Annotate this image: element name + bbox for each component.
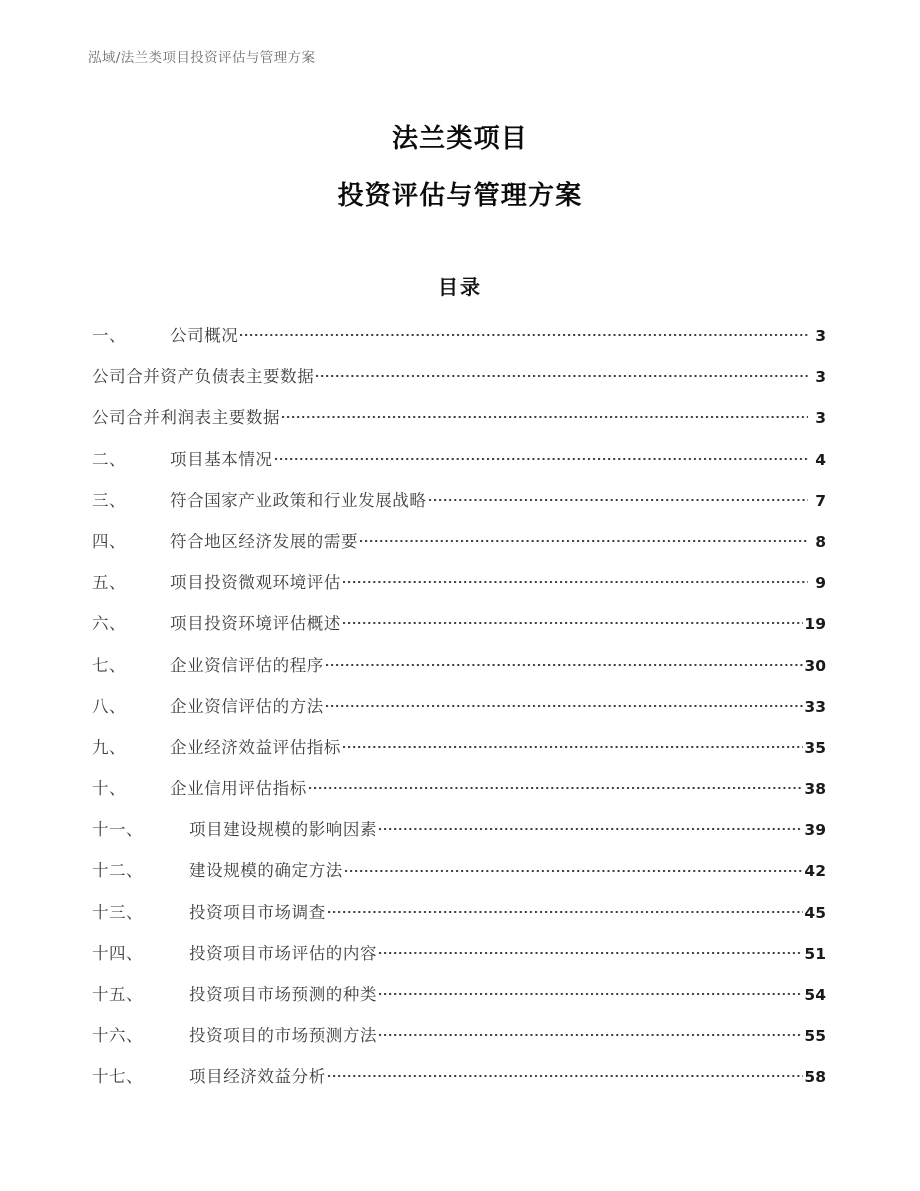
- running-header: 泓域/法兰类项目投资评估与管理方案: [88, 50, 316, 66]
- toc-dot-leader: [379, 942, 803, 959]
- toc-entry-title: 符合地区经济发展的需要: [170, 531, 359, 551]
- toc-entry-number: 四、: [92, 531, 126, 551]
- toc-entry-page-number: 58: [804, 1068, 826, 1087]
- toc-entry-number: 十、: [92, 779, 126, 799]
- toc-entry[interactable]: [92, 363, 826, 404]
- toc-entry-page-number: 55: [804, 1027, 826, 1046]
- toc-dot-leader: [328, 1066, 804, 1083]
- toc-dot-leader: [343, 736, 803, 753]
- toc-entry[interactable]: [92, 1063, 826, 1104]
- toc-entry-page-number: 35: [804, 738, 826, 757]
- toc-entry-title: 投资项目市场调查: [189, 902, 326, 922]
- toc-entry-number: 十五、: [92, 985, 143, 1004]
- toc-entry-page-number: 4: [815, 450, 826, 469]
- toc-dot-leader: [379, 984, 803, 1001]
- toc-dot-leader: [379, 819, 803, 836]
- toc-entry-page-number: 9: [815, 574, 826, 593]
- toc-entry-number: 十三、: [92, 902, 143, 922]
- toc-entry[interactable]: [92, 857, 826, 898]
- toc-entry[interactable]: [92, 693, 826, 734]
- toc-entry-number: 十六、: [92, 1026, 143, 1046]
- toc-entry[interactable]: [92, 652, 826, 693]
- toc-entry-title: 符合国家产业政策和行业发展战略: [170, 490, 427, 510]
- toc-entry-title: 企业经济效益评估指标: [170, 737, 341, 757]
- document-title-line-2: 投资评估与管理方案: [337, 181, 583, 211]
- toc-dot-leader: [326, 695, 804, 712]
- toc-entry-page-number: 8: [815, 532, 826, 551]
- toc-entry[interactable]: [92, 1022, 826, 1063]
- document-title-line-1: 法兰类项目: [391, 124, 528, 154]
- toc-entry-number: 一、: [92, 326, 126, 345]
- toc-entry-page-number: 54: [804, 986, 826, 1004]
- toc-entry-title: 公司合并利润表主要数据: [92, 408, 281, 428]
- toc-entry[interactable]: [92, 404, 826, 445]
- toc-entry[interactable]: [92, 816, 826, 857]
- toc-entry-title: 投资项目的市场预测方法: [189, 1026, 378, 1046]
- toc-entry-number: 六、: [92, 614, 126, 634]
- toc-entry-title: 投资项目市场评估的内容: [189, 943, 378, 963]
- toc-entry-number: 十一、: [92, 820, 143, 840]
- toc-dot-leader: [282, 407, 808, 424]
- toc-entry[interactable]: [92, 775, 826, 816]
- toc-entry-number: 五、: [92, 573, 126, 593]
- toc-dot-leader: [429, 489, 809, 506]
- toc-dot-leader: [343, 572, 808, 589]
- toc-entry-page-number: 42: [804, 862, 826, 881]
- table-of-contents: [92, 322, 826, 1105]
- toc-entry-title: 公司概况: [170, 326, 239, 345]
- toc-dot-leader: [345, 860, 804, 877]
- toc-entry-title: 投资项目市场预测的种类: [189, 985, 378, 1004]
- toc-entry-number: 十四、: [92, 943, 143, 963]
- toc-dot-leader: [343, 613, 803, 630]
- toc-dot-leader: [360, 530, 808, 547]
- toc-entry-title: 项目建设规模的影响因素: [189, 820, 378, 840]
- toc-entry-page-number: 3: [815, 368, 826, 387]
- toc-heading: 目录: [438, 275, 482, 299]
- toc-entry-number: 十二、: [92, 861, 143, 881]
- toc-entry-page-number: 33: [804, 697, 826, 716]
- toc-entry[interactable]: [92, 899, 826, 940]
- toc-entry-title: 项目经济效益分析: [189, 1067, 326, 1087]
- toc-entry[interactable]: [92, 610, 826, 651]
- toc-entry-page-number: 45: [804, 903, 826, 922]
- toc-entry-page-number: 51: [804, 944, 826, 963]
- toc-dot-leader: [379, 1025, 803, 1042]
- toc-entry-title: 项目投资微观环境评估: [170, 573, 341, 593]
- toc-entry[interactable]: [92, 981, 826, 1022]
- toc-entry-title: 公司合并资产负债表主要数据: [92, 367, 315, 387]
- toc-entry-page-number: 39: [804, 821, 826, 840]
- toc-entry-number: 二、: [92, 449, 126, 469]
- toc-entry-title: 企业资信评估的方法: [170, 696, 324, 716]
- toc-entry-page-number: 7: [815, 491, 826, 510]
- cover-title-block: [0, 116, 920, 219]
- toc-entry-title: 项目投资环境评估概述: [170, 614, 341, 634]
- toc-entry-page-number: 30: [804, 656, 826, 675]
- toc-dot-leader: [309, 778, 804, 795]
- toc-entry-title: 建设规模的确定方法: [189, 861, 343, 881]
- toc-entry-number: 九、: [92, 737, 126, 757]
- toc-entry-page-number: 3: [815, 409, 826, 428]
- toc-entry[interactable]: [92, 569, 826, 610]
- toc-entry-title: 企业信用评估指标: [170, 779, 307, 799]
- toc-entry[interactable]: [92, 734, 826, 775]
- toc-dot-leader: [328, 901, 804, 918]
- toc-dot-leader: [316, 366, 808, 383]
- toc-dot-leader: [275, 448, 808, 465]
- toc-entry-number: 十七、: [92, 1067, 143, 1087]
- toc-entry[interactable]: [92, 487, 826, 528]
- toc-entry[interactable]: [92, 446, 826, 487]
- toc-entry[interactable]: [92, 322, 826, 363]
- toc-entry-number: 七、: [92, 655, 126, 675]
- toc-entry-title: 项目基本情况: [170, 449, 273, 469]
- toc-entry-page-number: 38: [804, 780, 826, 799]
- toc-entry[interactable]: [92, 940, 826, 981]
- toc-dot-leader: [240, 325, 808, 342]
- toc-entry-title: 企业资信评估的程序: [170, 655, 324, 675]
- toc-entry[interactable]: [92, 528, 826, 569]
- toc-dot-leader: [326, 654, 804, 671]
- toc-entry-number: 八、: [92, 696, 126, 716]
- toc-entry-page-number: 19: [804, 615, 826, 634]
- toc-entry-number: 三、: [92, 490, 126, 510]
- toc-entry-page-number: 3: [815, 327, 826, 345]
